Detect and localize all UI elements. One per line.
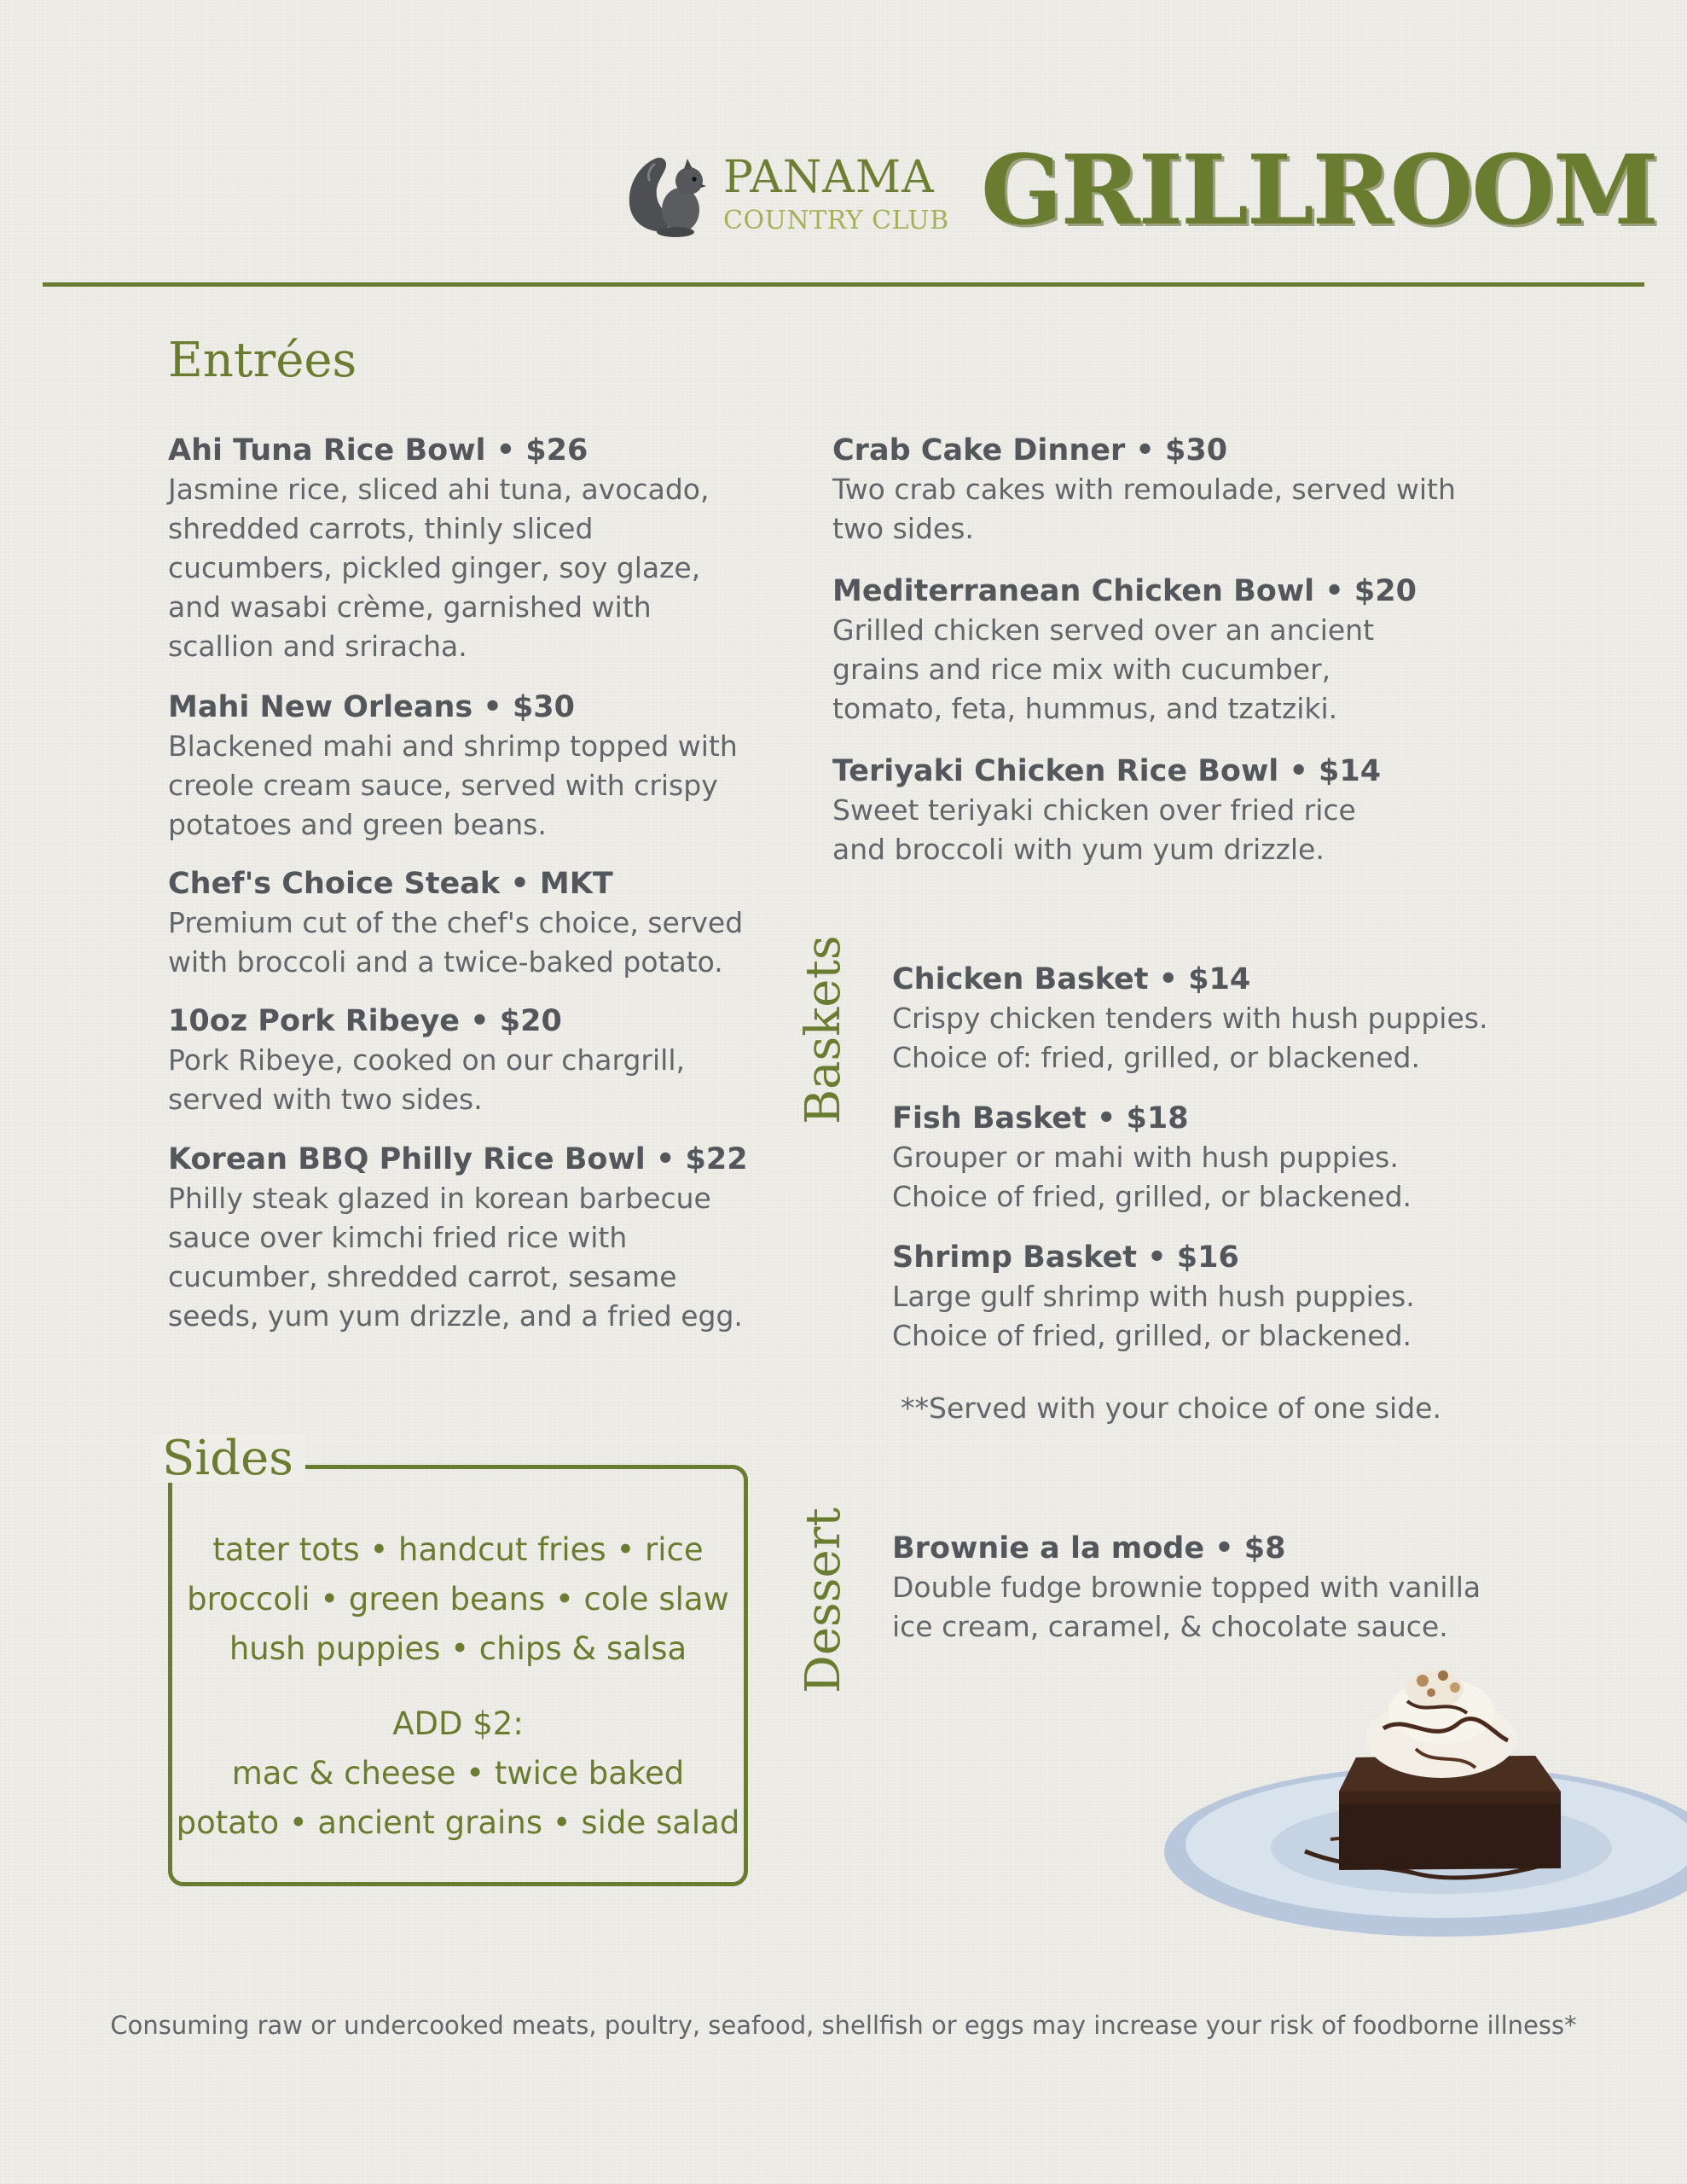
menu-item-name: Mahi New Orleans • $30 <box>168 690 576 724</box>
brownie-photo <box>1160 1664 1687 1954</box>
menu-item-name: Chicken Basket • $14 <box>892 962 1251 996</box>
menu-item-description: Crispy chicken tenders with hush puppies. Choice of: fried, grilled, or blackened. <box>892 1002 1488 1074</box>
menu-item-name: Chef's Choice Steak • MKT <box>168 867 613 901</box>
entrees-heading: Entrées <box>168 333 357 388</box>
menu-item-description: Jasmine rice, sliced ahi tuna, avocado, shredded carrots, thinly sliced cucumbers, pickled ginger, soy glaze, and wasabi crème, garnished with scallion and sriracha. <box>168 473 710 663</box>
sides-add-line: mac & cheese • twice baked <box>231 1755 685 1792</box>
baskets-heading: Baskets <box>796 935 851 1124</box>
brand-subtitle: COUNTRY CLUB <box>723 206 949 235</box>
menu-item-description: Grouper or mahi with hush puppies. Choice of fried, grilled, or blackened. <box>892 1141 1412 1213</box>
brand-name: PANAMA <box>723 152 935 203</box>
menu-item-name: Brownie a la mode • $8 <box>892 1531 1286 1565</box>
menu-item-description: Blackened mahi and shrimp topped with creole cream sauce, served with crispy potatoes and green beans. <box>168 729 738 841</box>
menu-item-description: Pork Ribeye, cooked on our chargrill, served with two sides. <box>168 1043 685 1116</box>
sides-add-line: potato • ancient grains • side salad <box>176 1804 740 1841</box>
menu-item-description: Grilled chicken served over an ancient grains and rice mix with cucumber, tomato, feta, hummus, and tzatziki. <box>832 613 1375 725</box>
health-disclaimer: Consuming raw or undercooked meats, poultry, seafood, shellfish or eggs may increase your risk of foodborne illness* <box>110 2011 1577 2040</box>
menu-item-name: Fish Basket • $18 <box>892 1101 1189 1136</box>
menu-item-description: Sweet teriyaki chicken over fried rice and broccoli with yum yum drizzle. <box>832 793 1356 866</box>
menu-item-description: Two crab cakes with remoulade, served with two sides. <box>832 473 1456 545</box>
menu-item-description: Large gulf shrimp with hush puppies. Choice of fried, grilled, or blackened. <box>892 1280 1415 1352</box>
baskets-side-note: **Served with your choice of one side. <box>901 1391 1441 1425</box>
sides-line: broccoli • green beans • cole slaw <box>187 1581 729 1618</box>
menu-item-name: 10oz Pork Ribeye • $20 <box>168 1004 562 1038</box>
menu-item-name: Ahi Tuna Rice Bowl • $26 <box>168 433 588 468</box>
menu-item-description: Double fudge brownie topped with vanilla ice cream, caramel, & chocolate sauce. <box>892 1571 1481 1643</box>
menu-item-name: Mediterranean Chicken Bowl • $20 <box>832 574 1417 608</box>
sides-add-label: ADD $2: <box>392 1705 524 1742</box>
header-divider <box>43 282 1644 287</box>
page-title: GRILLROOM <box>981 135 1657 247</box>
menu-item-description: Philly steak glazed in korean barbecue sauce over kimchi fried rice with cucumber, shredded carrot, sesame seeds, yum yum drizzle, and a fried egg. <box>168 1182 743 1333</box>
menu-item-name: Teriyaki Chicken Rice Bowl • $14 <box>832 754 1382 788</box>
dessert-heading: Dessert <box>796 1507 851 1693</box>
menu-item-name: Shrimp Basket • $16 <box>892 1240 1239 1275</box>
menu-item-description: Premium cut of the chef's choice, served with broccoli and a twice-baked potato. <box>168 906 744 979</box>
menu-item-name: Crab Cake Dinner • $30 <box>832 433 1228 468</box>
sides-line: tater tots • handcut fries • rice <box>212 1531 704 1568</box>
sides-heading: Sides <box>154 1435 305 1483</box>
squirrel-logo-icon <box>621 147 713 241</box>
menu-item-name: Korean BBQ Philly Rice Bowl • $22 <box>168 1142 748 1176</box>
sides-line: hush puppies • chips & salsa <box>229 1630 687 1667</box>
